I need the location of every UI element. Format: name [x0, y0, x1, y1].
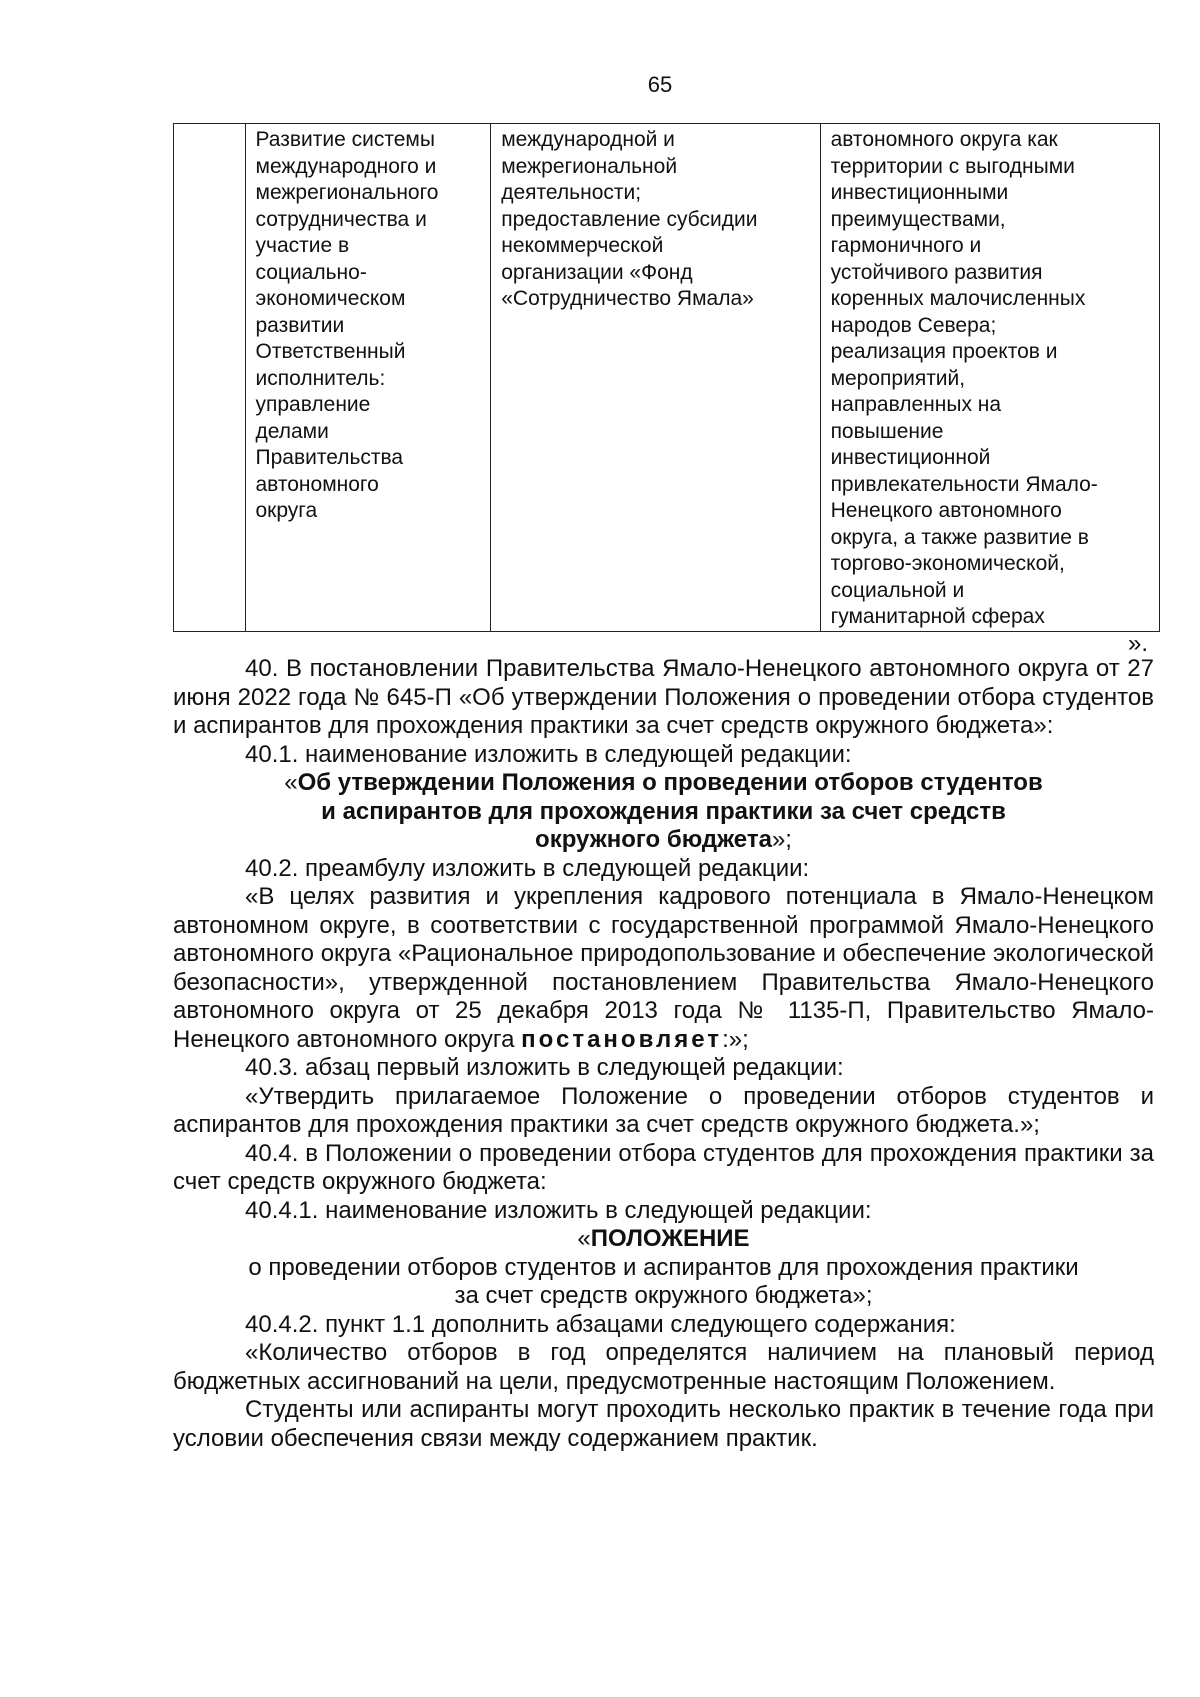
- paragraph-40-3: 40.3. абзац первый изложить в следующей редакции:: [245, 1054, 844, 1081]
- paragraph-40-3-text: «Утвердить прилагаемое Положение о проведении отборов студентов и аспирантов для прохождения практики за счет средств окружного бюджета.»;: [173, 1082, 1154, 1138]
- cell-line: межрегионального: [255, 181, 439, 204]
- cell-line: участие в: [255, 234, 350, 257]
- cell-line: автономного округа как: [830, 128, 1058, 151]
- program-table: [173, 123, 1160, 632]
- cell-line: делами: [255, 419, 329, 443]
- title-heading: ПОЛОЖЕНИЕ: [590, 1225, 750, 1252]
- table-cell-task: [245, 124, 491, 632]
- cell-line: Развитие системы: [255, 128, 435, 151]
- paragraph-40-2: 40.2. преамбулу изложить в следующей редакции:: [245, 854, 810, 882]
- preamble-end: :»;: [722, 1025, 749, 1053]
- page-number: 65: [647, 72, 673, 97]
- cell-line: коренных малочисленных: [830, 287, 1086, 310]
- cell-line: «Сотрудничество Ямала»: [501, 287, 754, 310]
- cell-line: социально-: [255, 260, 367, 284]
- cell-line: округа: [255, 499, 318, 522]
- cell-line: международной и: [501, 128, 675, 151]
- cell-line: развитии: [255, 313, 345, 337]
- cell-line: исполнитель:: [255, 366, 386, 390]
- cell-line: мероприятий,: [830, 366, 966, 390]
- cell-line: межрегиональной: [501, 154, 678, 178]
- title-line: и аспирантов для прохождения практики за счет средств: [321, 797, 1006, 825]
- paragraph-40-4-2-text-2: Студенты или аспиранты могут проходить несколько практик в течение года при условии обеспечения связи между содержанием практик.: [173, 1396, 1154, 1452]
- cell-line: территории с выгодными: [830, 154, 1075, 178]
- cell-line: социальной и: [830, 578, 965, 602]
- title-open-quote: «: [284, 769, 298, 796]
- title-line: Об утверждении Положения о проведении отборов студентов: [297, 769, 1043, 796]
- cell-line: автономного: [255, 472, 379, 496]
- cell-line: преимуществами,: [830, 207, 1006, 231]
- cell-line: привлекательности Ямало-: [830, 472, 1098, 496]
- new-title-2: [173, 1225, 1154, 1311]
- title-line: за счет средств окружного бюджета»;: [454, 1282, 873, 1309]
- cell-line: сотрудничества и: [255, 207, 427, 231]
- cell-line: деятельности;: [501, 181, 642, 204]
- cell-line: гуманитарной сферах: [830, 605, 1045, 628]
- paragraph-40-4-2-text-1: «Количество отборов в год определятся наличием на плановый период бюджетных ассигнований на цели, предусмотренные настоящим Положением.: [173, 1339, 1154, 1395]
- cell-line: реализация проектов и: [830, 340, 1058, 363]
- cell-line: организации «Фонд: [501, 260, 693, 284]
- cell-line: Ненецкого автономного: [830, 499, 1062, 522]
- preamble-bold-word: постановляет: [521, 1025, 723, 1053]
- title-line: окружного бюджета: [535, 826, 772, 853]
- title-line: о проведении отборов студентов и аспирантов для прохождения практики: [248, 1253, 1079, 1281]
- cell-line: Правительства: [255, 446, 404, 469]
- title-open-quote: «: [577, 1225, 591, 1252]
- cell-line: инвестиционной: [830, 446, 991, 469]
- paragraph-40-4-1: 40.4.1. наименование изложить в следующей редакции:: [245, 1196, 872, 1224]
- cell-line: гармоничного и: [830, 234, 982, 257]
- paragraph-40-4-2: 40.4.2. пункт 1.1 дополнить абзацами следующего содержания:: [245, 1310, 956, 1338]
- title-close-quote: »;: [771, 826, 792, 853]
- paragraph-40-4: 40.4. в Положении о проведении отбора студентов для прохождения практики за счет средств окружного бюджета:: [173, 1139, 1154, 1195]
- table-cell-number: [174, 124, 246, 632]
- table-row: [174, 124, 1160, 632]
- cell-line: повышение: [830, 419, 944, 443]
- paragraph-40: 40. В постановлении Правительства Ямало-Ненецкого автономного округа от 27 июня 2022 года № 645-П «Об утверждении Положения о проведении отбора студентов и аспирантов для прохождения практики за счет средств окружного бюджета»:: [173, 655, 1154, 739]
- cell-line: предоставление субсидии: [501, 207, 758, 231]
- cell-line: инвестиционными: [830, 181, 1009, 204]
- cell-line: международного и: [255, 154, 437, 178]
- paragraph-40-1: 40.1. наименование изложить в следующей редакции:: [245, 740, 852, 768]
- table-cell-activities: [491, 124, 820, 632]
- preamble-text: [173, 883, 1154, 1054]
- cell-line: Ответственный: [255, 340, 406, 363]
- preamble-body: «В целях развития и укрепления кадрового потенциала в Ямало-Ненецком автономном округе, в соответствии с государственной программой Ямало-Ненецкого автономного округа «Рациональное природопользование и обеспечение экологической безопасности», утвержденной постановлением Правительства Ямало-Ненецкого автономного округа от 25 декабря 2013 года № 1135-П, Правительство Ямало-Ненецкого автономного округа: [173, 883, 1154, 1053]
- cell-line: округа, а также развитие в: [830, 525, 1089, 549]
- table-cell-results: [820, 124, 1159, 632]
- table-closing-quote: ».: [1128, 630, 1149, 657]
- cell-line: устойчивого развития: [830, 260, 1043, 284]
- new-title-1: [173, 769, 1154, 855]
- cell-line: некоммерческой: [501, 234, 664, 257]
- document-body: [173, 655, 1154, 1453]
- cell-line: торгово-экономической,: [830, 552, 1065, 575]
- cell-line: народов Севера;: [830, 313, 997, 337]
- cell-line: экономическом: [255, 287, 406, 310]
- cell-line: управление: [255, 393, 371, 416]
- cell-line: направленных на: [830, 393, 1002, 416]
